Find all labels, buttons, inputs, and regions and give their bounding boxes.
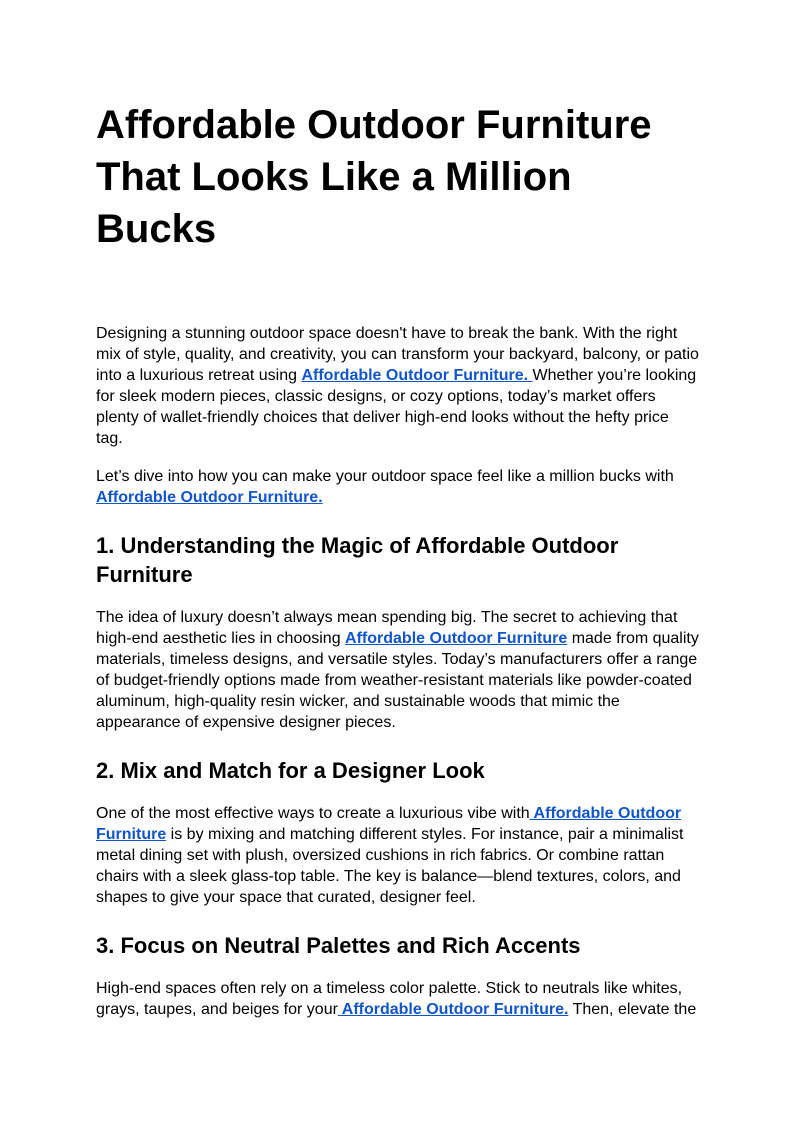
- affordable-outdoor-furniture-link[interactable]: Affordable Outdoor Furniture.: [96, 489, 323, 506]
- affordable-outdoor-furniture-link[interactable]: Affordable Outdoor Furniture.: [337, 1001, 569, 1018]
- affordable-outdoor-furniture-link[interactable]: Affordable Outdoor Furniture.: [301, 367, 533, 384]
- paragraph-section-3: [96, 978, 699, 1020]
- paragraph-section-1: [96, 607, 699, 733]
- section-heading-2: 2. Mix and Match for a Designer Look: [96, 758, 485, 783]
- paragraph-text: Designing a stunning outdoor space doesn't have to break the bank. With the right mix of style, quality, and creativity, you can transform your backyard, balcony, or patio into a luxurious retreat using: [96, 325, 699, 384]
- paragraph-text: made from quality materials, timeless designs, and versatile styles. Today’s manufacturers offer a range of budget-friendly options made from weather-resistant materials like powder-coated aluminum, high-quality resin wicker, and sustainable woods that mimic the appearance of expensive designer pieces.: [96, 630, 699, 731]
- paragraph-lead-in: [96, 466, 699, 508]
- section-heading-1: 1. Understanding the Magic of Affordable Outdoor Furniture: [96, 533, 619, 587]
- paragraph-text: is by mixing and matching different styles. For instance, pair a minimalist metal dining set with plush, oversized cushions in rich fabrics. Or combine rattan chairs with a sleek glass-top table. The key is balance—blend textures, colors, and shapes to give your space that curated, designer feel.: [96, 826, 684, 906]
- paragraph-text: One of the most effective ways to create a luxurious vibe with: [96, 805, 530, 822]
- paragraph-text: Then, elevate the: [568, 1001, 697, 1018]
- affordable-outdoor-furniture-link[interactable]: Affordable Outdoor Furniture: [345, 630, 568, 647]
- document-title: Affordable Outdoor Furniture That Looks Like a Million Bucks: [96, 103, 652, 251]
- paragraph-section-2: [96, 803, 699, 908]
- paragraph-intro: [96, 323, 699, 449]
- affordable-outdoor-furniture-link[interactable]: Affordable Outdoor Furniture: [96, 805, 682, 843]
- paragraph-text: The idea of luxury doesn’t always mean spending big. The secret to achieving that high-end aesthetic lies in choosing: [96, 609, 678, 647]
- paragraph-text: High-end spaces often rely on a timeless color palette. Stick to neutrals like whites, grays, taupes, and beiges for your: [96, 980, 683, 1018]
- paragraph-text: Whether you’re looking for sleek modern pieces, classic designs, or cozy options, today’s market offers plenty of wallet-friendly choices that deliver high-end looks without the hefty price tag.: [96, 367, 697, 447]
- section-heading-3: 3. Focus on Neutral Palettes and Rich Accents: [96, 933, 581, 958]
- paragraph-text: Let’s dive into how you can make your outdoor space feel like a million bucks with: [96, 468, 674, 485]
